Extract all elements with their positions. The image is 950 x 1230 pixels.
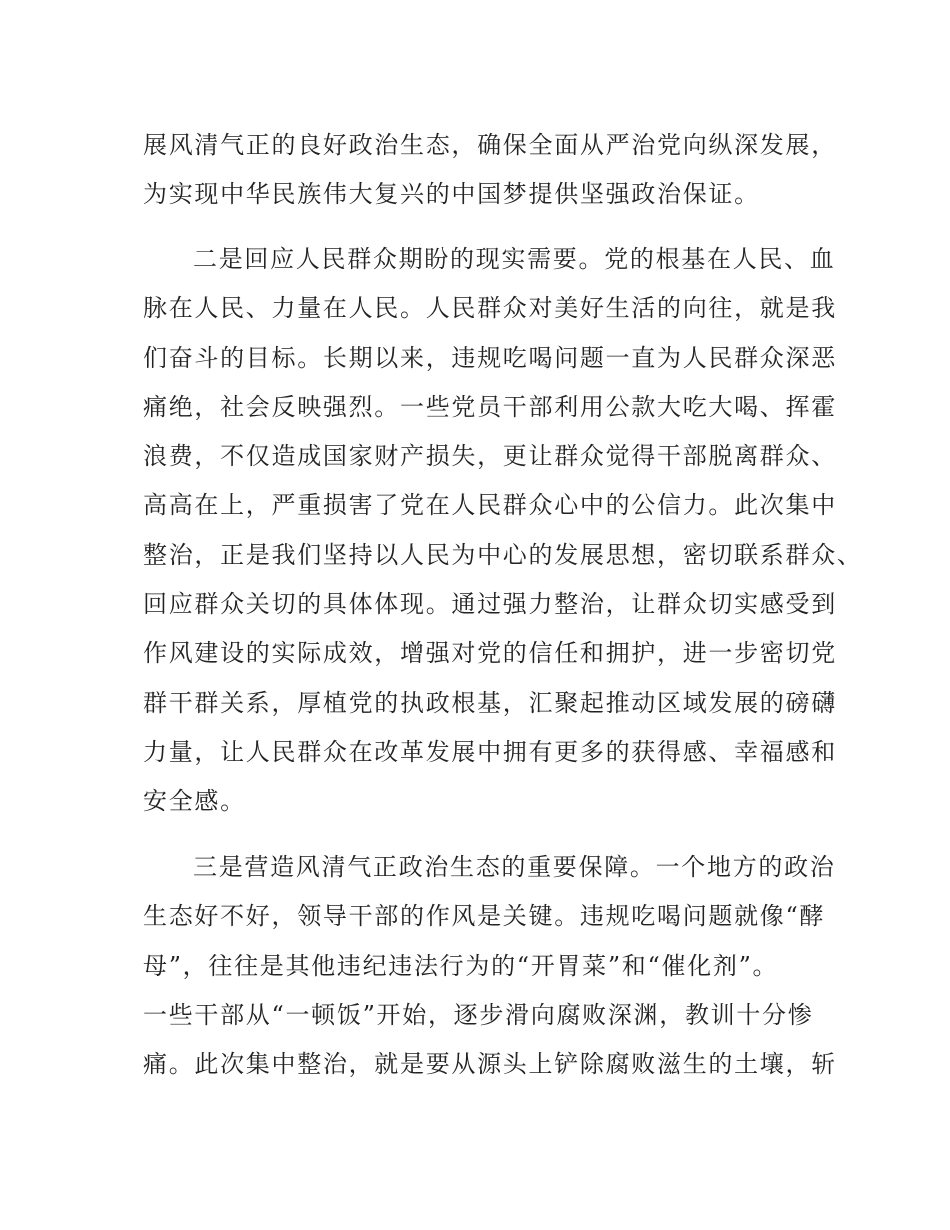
text-line: 一些干部从“一顿饭”开始，逐步滑向腐败深渊，教训十分惨: [143, 1000, 814, 1029]
text-line: 二是回应人民群众期盼的现实需要。党的根基在人民、血: [193, 245, 836, 273]
text-line: 脉在人民、力量在人民。人民群众对美好生活的向往，就是我: [143, 294, 837, 323]
paragraph-continuation: [143, 121, 837, 220]
text-line: 高高在上，严重损害了党在人民群众心中的公信力。此次集中: [143, 491, 837, 520]
text-line: 展风清气正的良好政治生态，确保全面从严治党向纵深发展，: [143, 131, 837, 159]
text-line: 们奋斗的目标。长期以来，违规吃喝问题一直为人民群众深恶: [143, 343, 837, 372]
text-line: 安全感。: [143, 787, 246, 816]
text-line: 作风建设的实际成效，增强对党的信任和拥护，进一步密切党: [143, 639, 837, 668]
text-line: 群干群关系，厚植党的执政根基，汇聚起推动区域发展的磅礴: [143, 688, 837, 717]
text-line: 为实现中华民族伟大复兴的中国梦提供坚强政治保证。: [143, 180, 760, 209]
text-line: 三是营造风清气正政治生态的重要保障。一个地方的政治: [193, 853, 836, 881]
text-line: 力量，让人民群众在改革发展中拥有更多的获得感、幸福感和: [143, 737, 837, 766]
text-line: 生态好不好，领导干部的作风是关键。违规吃喝问题就像“酵: [143, 902, 826, 931]
text-line: 痛。此次集中整治，就是要从源头上铲除腐败滋生的土壤，斩: [143, 1050, 837, 1079]
text-line: 浪费，不仅造成国家财产损失，更让群众觉得干部脱离群众、: [143, 442, 837, 471]
paragraph-two: [143, 235, 863, 827]
paragraph-three: [143, 843, 837, 1089]
text-line: 母”，往往是其他违纪违法行为的“开胃菜”和“催化剂”。: [143, 951, 779, 980]
text-line: 回应群众关切的具体体现。通过强力整治，让群众切实感受到: [143, 590, 837, 619]
text-line: 痛绝，社会反映强烈。一些党员干部利用公款大吃大喝、挥霍: [143, 392, 837, 421]
text-line: 整治，正是我们坚持以人民为中心的发展思想，密切联系群众、: [143, 540, 863, 569]
